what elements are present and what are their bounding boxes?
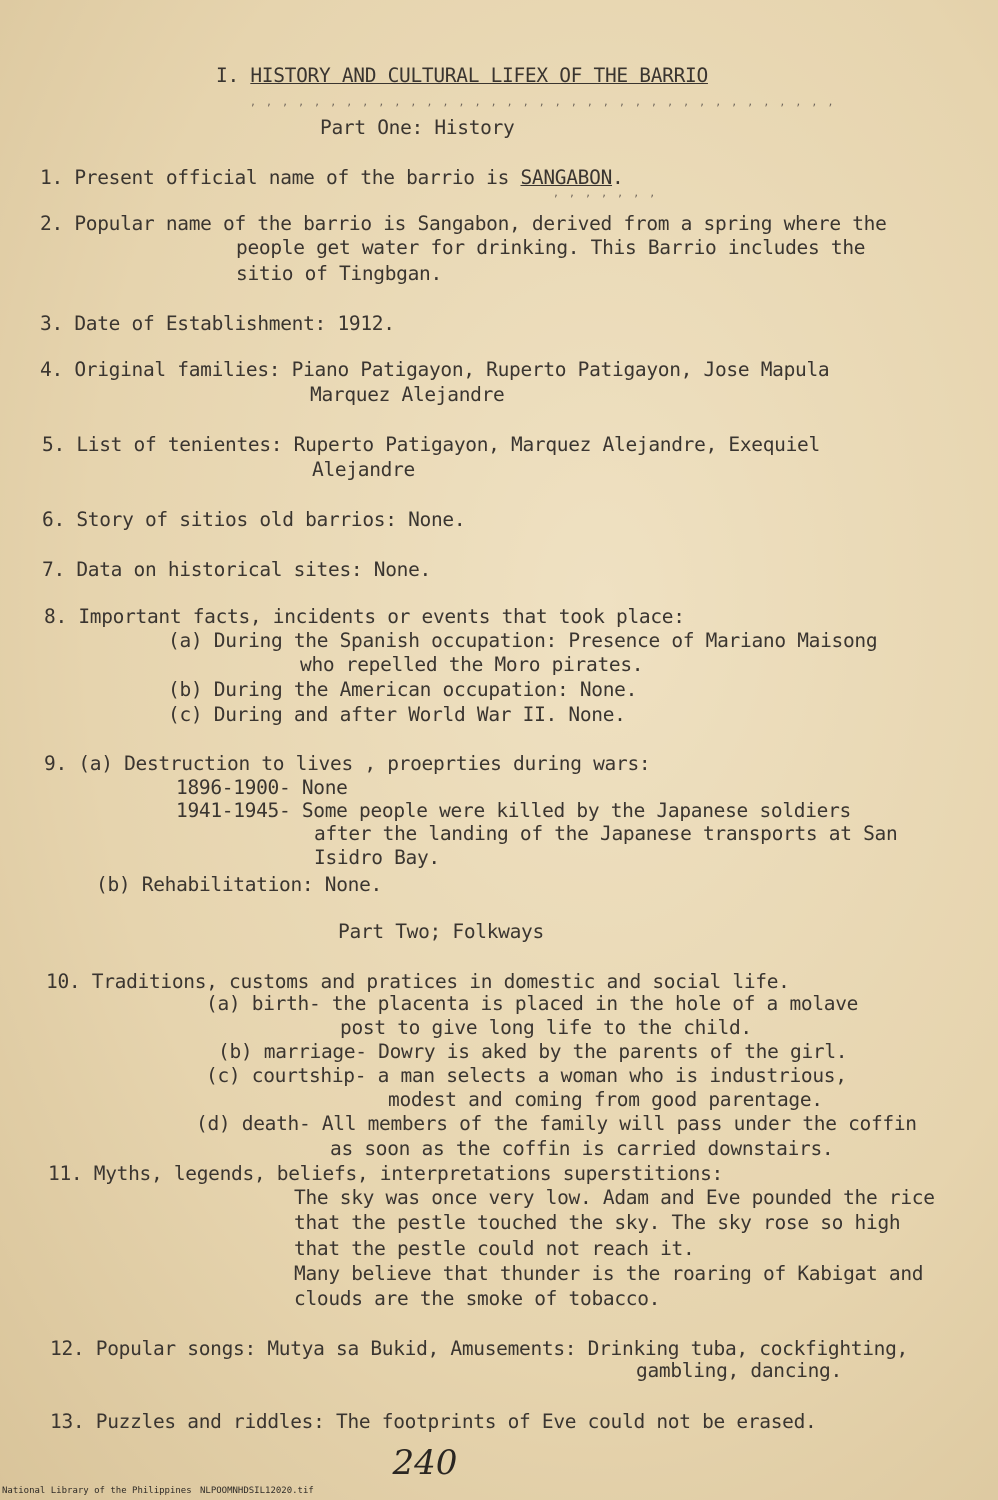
item-9-line-5: Isidro Bay. (314, 846, 440, 869)
title-dots: , , , , , , , , , , , , , , , , , , , , , , , , , , , , , , , , , , , , , (250, 97, 836, 108)
item-11-line-4: that the pestle could not reach it. (294, 1237, 695, 1260)
document-title (216, 64, 708, 87)
item-2-line-1: 2. Popular name of the barrio is Sangabon, derived from a spring where the (40, 212, 887, 235)
title-prefix: I. (216, 64, 251, 87)
item-13: 13. Puzzles and riddles: The footprints of Eve could not be erased. (50, 1410, 817, 1433)
item-6: 6. Story of sitios old barrios: None. (42, 508, 466, 531)
item-3: 3. Date of Establishment: 1912. (40, 312, 395, 335)
item-8-line-4: (b) During the American occupation: None. (168, 678, 638, 701)
item-2-line-3: sitio of Tingbgan. (236, 262, 442, 285)
title-text: HISTORY AND CULTURAL LIFEX OF THE BARRIO (250, 64, 708, 87)
item-10-line-2: (a) birth- the placenta is placed in the hole of a molave (206, 992, 859, 1015)
item-9-line-4: after the landing of the Japanese transports at San (314, 822, 898, 845)
footer-library: National Library of the Philippines (2, 1486, 192, 1496)
item-5-line-1: 5. List of tenientes: Ruperto Patigayon, Marquez Alejandre, Exequiel (42, 433, 820, 456)
item-8-line-5: (c) During and after World War II. None. (168, 703, 626, 726)
barrio-name: SANGABON (520, 166, 613, 189)
item-4-line-1: 4. Original families: Piano Patigayon, Ruperto Patigayon, Jose Mapula (40, 358, 830, 381)
item-10-line-4: (b) marriage- Dowry is aked by the parents of the girl. (218, 1040, 848, 1063)
item-11-line-3: that the pestle touched the sky. The sky rose so high (294, 1211, 901, 1234)
item-12-line-2: gambling, dancing. (636, 1359, 842, 1382)
name-dots: , , , , , , , (553, 188, 658, 199)
item-11-line-1: 11. Myths, legends, beliefs, interpretations superstitions: (48, 1162, 723, 1185)
item-8-line-3: who repelled the Moro pirates. (300, 653, 644, 676)
item-9-line-2: 1896-1900- None (176, 776, 348, 799)
item-10-line-7: (d) death- All members of the family will pass under the coffin (196, 1112, 917, 1135)
part-one-heading: Part One: History (320, 116, 515, 139)
item-10-line-6: modest and coming from good parentage. (388, 1088, 823, 1111)
handwritten-page-number: 240 (392, 1443, 458, 1483)
item-9-line-1: 9. (a) Destruction to lives , proeprties during wars: (44, 752, 651, 775)
item-11-line-6: clouds are the smoke of tobacco. (294, 1287, 661, 1310)
item-8-line-1: 8. Important facts, incidents or events that took place: (44, 605, 685, 628)
item-1: 1. Present official name of the barrio is SANGABON. (40, 166, 624, 189)
footer-filename: NLPOOMNHDSIL12020.tif (200, 1486, 314, 1496)
item-11-line-2: The sky was once very low. Adam and Eve pounded the rice (294, 1186, 935, 1209)
part-two-heading: Part Two; Folkways (338, 920, 544, 943)
item-9-line-3: 1941-1945- Some people were killed by the Japanese soldiers (176, 799, 851, 822)
item-10-line-8: as soon as the coffin is carried downstairs. (330, 1137, 834, 1160)
item-5-line-2: Alejandre (312, 458, 415, 481)
item-10-line-1: 10. Traditions, customs and pratices in domestic and social life. (46, 970, 790, 993)
item-12-line-1: 12. Popular songs: Mutya sa Bukid, Amusements: Drinking tuba, cockfighting, (50, 1337, 909, 1360)
item-2-line-2: people get water for drinking. This Barrio includes the (236, 236, 866, 259)
item-8-line-2: (a) During the Spanish occupation: Presence of Mariano Maisong (168, 629, 878, 652)
item-10-line-5: (c) courtship- a man selects a woman who is industrious, (206, 1064, 847, 1087)
item-4-line-2: Marquez Alejandre (310, 383, 505, 406)
item-10-line-3: post to give long life to the child. (340, 1016, 752, 1039)
item-11-line-5: Many believe that thunder is the roaring of Kabigat and (294, 1262, 924, 1285)
item-9-line-6: (b) Rehabilitation: None. (96, 873, 383, 896)
item-7: 7. Data on historical sites: None. (42, 558, 431, 581)
